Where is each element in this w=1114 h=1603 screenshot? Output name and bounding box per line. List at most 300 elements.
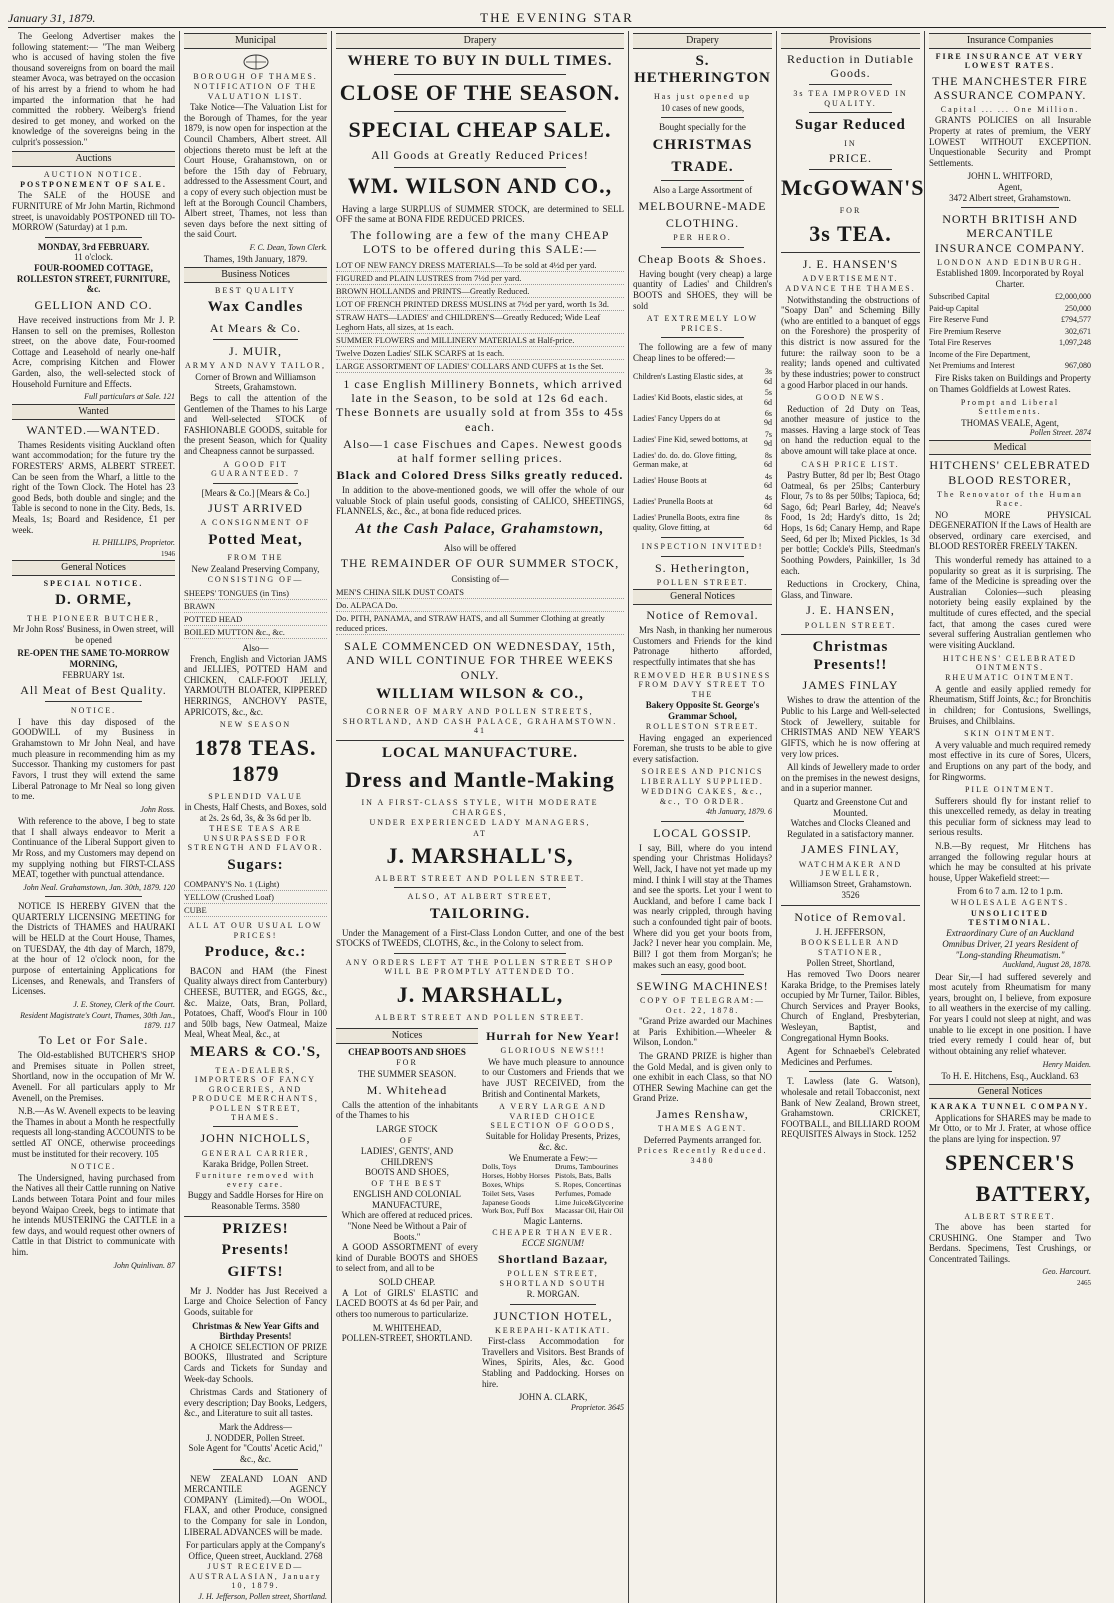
- notice-signature: John Ross.: [140, 804, 175, 814]
- table-row: [633, 366, 772, 387]
- hetherington-heading: S. HETHERINGTON: [634, 52, 771, 87]
- renshaw: James Renshaw,: [656, 1107, 749, 1122]
- trade: TRADE.: [671, 158, 734, 175]
- grand-prize: "Grand Prize awarded our Machines at Paris Exhibition.—Wheeler & Wilson, London.": [633, 1016, 772, 1048]
- oclock: 11 o'clock.: [74, 252, 113, 263]
- good-news: GOOD NEWS.: [815, 393, 886, 403]
- table-cell: Income of the Fire Department,: [929, 349, 1031, 359]
- table-cell: 1,097,248: [1059, 338, 1091, 348]
- remainder: THE REMAINDER OF OUR SUMMER STOCK,: [340, 556, 620, 571]
- geelong-paragraph: The Geelong Advertiser makes the following statement:— "The man Weiberg who is accused of having stolen the five thousand sovereigns from on board the mail steamer Avoca, was betrayed on the occasion of his arrest by a friend to whom he had imparted the information that he had committed the robbery. Weiberg's friend desired to get money, and worked on the knowledge of the sovereigns being in the culprit's possession.": [12, 31, 175, 148]
- table-row: [633, 387, 772, 408]
- table-cell: 8s 6d: [764, 513, 772, 532]
- whitehead-heading: M. Whitehead: [366, 1082, 448, 1097]
- list-item: Do. PITH, PANAMA, and STRAW HATS, and all Summer Clothing at greatly reduced prices.: [336, 612, 624, 635]
- sugars-heading: Sugars:: [227, 856, 284, 873]
- nb-hitchens: N.B.—By request, Mr Hitchens has arranged the following regular hours at which he may be consulted at his private house, Upper Wakefield street:—: [929, 841, 1091, 883]
- wanted-heading: WANTED.—WANTED.: [26, 422, 161, 437]
- tea-improved: 3s TEA IMPROVED IN QUALITY.: [793, 89, 908, 108]
- schnaebel-agent: Agent for Schnaebel's Celebrated Medicines and Perfumes.: [781, 1046, 920, 1067]
- cottage-heading: FOUR-ROOMED COTTAGE, ROLLESTON STREET, FURNITURE, &c.: [16, 263, 171, 295]
- divider: [809, 84, 892, 85]
- clothing: CLOTHING.: [665, 215, 740, 230]
- cash-price-body: Pastry Butter, 8d per lb; Best Otago Oatmeal, 6s per 25lbs; Canterbury Flour, 7s to 8s per 50lbs; Tapioca, 6d; Sago, 6d; Pearl Barley, 4d; Neave's Food, 1s 2d; Hardy's ditto, 1s 2d; Hops, 1s 6d; Canary Hemp, and Rape Seed, 6d per lb; Mixed Pickles, 1s 3d per bottle; Cockle's Pills, Steedman's Soothing Powders, Painkiller, 1s 3d each.: [781, 470, 920, 576]
- per-hero: PER HERO.: [673, 233, 732, 243]
- cheap-lots: [336, 259, 624, 373]
- bottom-notices: [336, 1026, 624, 1414]
- divider: [213, 339, 299, 340]
- pile-ointment: PILE OINTMENT.: [964, 785, 1056, 795]
- muir-address: Corner of Brown and Williamson Streets, Grahamstown.: [195, 371, 316, 393]
- list-item: Drums, Tambourines: [555, 1162, 619, 1172]
- christmas-cards: Christmas Cards and Stationery of every description; Day Books, Ledgers, &c., and Literature to suit all tastes.: [184, 1387, 327, 1419]
- with-reference: With reference to the above, I beg to state that I shall always endeavor to Merit a Continuance of the Liberal Support given to Mr Ross, and my Customers may depend on my supplying nothing but FIRST-CLASS MEAT, together with punctual attendance.: [12, 816, 175, 880]
- list-item: Dolls, Toys: [482, 1162, 517, 1172]
- wax-candles: Wax Candles: [207, 299, 304, 316]
- wilson-address: CORNER OF MARY AND POLLEN STREETS, SHORTLAND, AND CASH PALACE, GRAHAMSTOWN. 41: [342, 707, 618, 736]
- karaka-tunnel: KARAKA TUNNEL COMPANY.: [930, 1102, 1090, 1112]
- list-item: YELLOW (Crushed Loaf): [184, 891, 327, 904]
- general-carrier: GENERAL CARRIER,: [201, 1148, 310, 1158]
- divider: [213, 1469, 299, 1470]
- sugar-reduced: Sugar Reduced: [795, 116, 906, 133]
- rheumatic-ointment: RHEUMATIC OINTMENT.: [945, 673, 1075, 683]
- table-row: [929, 291, 1091, 302]
- hansen-signature: J. E. HANSEN,: [806, 603, 895, 618]
- hurrah-heading: Hurrah for New Year!: [486, 1029, 620, 1044]
- finlay-body: Wishes to draw the attention of the Public to his Large and Well-selected Stock of Jewellery, suitable for CHRISTMAS AND NEW YEAR'S GIFTS, which he is now offering at very low prices.: [781, 695, 920, 759]
- borough-heading: BOROUGH OF THAMES.: [193, 71, 318, 81]
- kerepehi: KEREPAHI-KATIKATI.: [495, 1325, 611, 1335]
- list-item: FIGURED and PLAIN LUSTRES from 7½d per yard.: [336, 272, 624, 285]
- none-need: "None Need be Without a Pair of Boots.": [347, 1221, 467, 1242]
- table-row: [633, 492, 772, 513]
- received-signature: J. H. Jefferson, Pollen street, Shortland.: [198, 1591, 327, 1601]
- english-colonial: ENGLISH AND COLONIAL MANUFACTURE,: [353, 1189, 461, 1210]
- finlay-heading: JAMES FINLAY: [802, 678, 899, 693]
- jewellery-made: All kinds of Jewellery made to order on the premises in the newest designs, and in a superior manner.: [781, 762, 920, 794]
- whitehead-address: POLLEN-STREET, SHORTLAND.: [341, 1333, 473, 1344]
- category-municipal: Municipal: [184, 33, 327, 49]
- ladies-gents: LADIES', GENTS', AND CHILDREN'S: [360, 1145, 454, 1167]
- no-more-degeneration: NO MORE PHYSICAL DEGENERATION If the Laws of Health are observed, ordinary care exercised, and BLOOD RESTORER FREELY TAKEN.: [929, 509, 1091, 552]
- just-arrived: JUST ARRIVED: [208, 501, 303, 516]
- nodder-agent: Sole Agent for "Coutts' Acetic Acid," &c., &c.: [188, 1443, 323, 1464]
- manchester-heading: THE MANCHESTER FIRE ASSURANCE COMPANY.: [932, 73, 1088, 102]
- to-hitchens: To H. E. Hitchens, Esq., Auckland. 63: [941, 1070, 1079, 1081]
- list-item: Toilet Sets, Vases: [482, 1188, 535, 1198]
- whitford-address: 3472 Albert street, Grahamstown.: [949, 192, 1071, 203]
- cheap-boots: CHEAP BOOTS AND SHOES: [348, 1046, 466, 1057]
- dress-mantle-making: Dress and Mantle-Making: [345, 767, 615, 793]
- watches-clocks: Watches and Clocks Cleaned and Regulated in a satisfactory manner.: [787, 818, 914, 839]
- muir-tailor: ARMY AND NAVY TAILOR,: [185, 361, 326, 371]
- bazaar-address: POLLEN STREET, SHORTLAND SOUTH: [499, 1269, 607, 1288]
- divider: [510, 1304, 595, 1305]
- usual-low-prices: ALL AT OUR USUAL LOW PRICES!: [188, 921, 323, 940]
- wedding-cakes: WEDDING CAKES, &c., &c., TO ORDER.: [641, 787, 764, 806]
- all-meat: All Meat of Best Quality.: [20, 683, 167, 698]
- local-gossip: LOCAL GOSSIP.: [653, 825, 752, 840]
- bookseller: BOOKSELLER AND STATIONER,: [801, 938, 900, 957]
- divider: [781, 905, 920, 906]
- divider: [45, 896, 143, 897]
- notice-2-body: The Undersigned, having purchased from the Natives all their Cattle running on Native Lands between Totara Point and four miles beyond Waipao Creek, begs to intimate that he intends MUSTERING the CATTLE in a few days, and would request other owners of Cattle in that District to communicate with him.: [12, 1172, 175, 1257]
- marshalls-address: ALBERT STREET AND POLLEN STREET.: [375, 874, 585, 884]
- extremely-low: AT EXTREMELY LOW PRICES.: [646, 314, 759, 333]
- deferred-payments: Deferred Payments arranged for.: [643, 1134, 762, 1145]
- table-cell: Subscribed Capital: [929, 292, 990, 302]
- table-cell: 3s 6d: [764, 367, 772, 386]
- category-drapery-2: Drapery: [633, 33, 772, 49]
- marshall-address: ALBERT STREET AND POLLEN STREET.: [375, 1012, 585, 1022]
- quartz-greenstone: Quartz and Greenstone Cut and Mounted.: [793, 796, 908, 818]
- jefferson-name: J. H. JEFFERSON,: [815, 926, 886, 937]
- consulting-hours: From 6 to 7 a.m. 12 to 1 p.m.: [957, 886, 1063, 897]
- bazaar-advert: [482, 1026, 624, 1414]
- also-offered: Also will be offered: [443, 542, 517, 553]
- advance-thames: ADVANCE THE THAMES.: [785, 284, 916, 294]
- hansen-address: POLLEN STREET.: [804, 620, 897, 630]
- skin-body: A very valuable and much required remedy most effective in its cure of Sores, Ulcers, and Eruptions on any part of the body, and for Ringworms.: [929, 739, 1091, 782]
- furniture-removed: Furniture removed with every care.: [195, 1170, 316, 1190]
- borough-crest-icon: [240, 52, 272, 70]
- list-item: BROWN HOLLANDS and PRINTS—Greatly Reduced.: [336, 285, 624, 298]
- just-received: JUST RECEIVED— AUSTRALASIAN, January 10, 1879.: [189, 1562, 322, 1591]
- tailoring-body: Under the Management of a First-Class London Cutter, and one of the best STOCKS of TWEEDS, CLOTHS, &c., in the Colony to select from.: [336, 927, 624, 949]
- table-row: [633, 408, 772, 429]
- list-item: Japanese Goods: [482, 1197, 531, 1207]
- divider: [661, 337, 744, 338]
- valuation-signature: F. C. Dean, Town Clerk.: [249, 243, 327, 253]
- gellion-signature: Full particulars at Sale. 121: [84, 392, 175, 402]
- potted-items: [184, 587, 327, 639]
- prizes: PRIZES!: [222, 1220, 289, 1237]
- category-notices: Notices: [336, 1028, 478, 1044]
- enumerate: We Enumerate a Few:—: [508, 1152, 598, 1163]
- new-season: NEW SEASON: [219, 720, 292, 730]
- table-row: [929, 349, 1091, 360]
- mcgowans: McGOWAN'S: [781, 175, 925, 201]
- at: AT: [473, 828, 487, 838]
- whitford-name: JOHN L. WHITFORD,: [967, 171, 1053, 182]
- very-large-choice: A VERY LARGE AND VARIED CHOICE SELECTION OF GOODS,: [490, 1102, 616, 1130]
- magic-lanterns: Magic Lanterns.: [523, 1216, 583, 1227]
- divider: [661, 247, 744, 248]
- renovator: The Renovator of the Human Race.: [937, 489, 1083, 509]
- notice-body: I have this day disposed of the GOODWILL of my Business in Grahamstown to Mr John Neal, and have much pleasure in recommending him as my Successor. Thanking my customers for past Favors, I trust they will extend the same Liberal Patronage to Mr Neal so long given to me.: [12, 716, 175, 802]
- lady-managers: UNDER EXPERIENCED LADY MANAGERS,: [369, 818, 591, 828]
- large-stock: LARGE STOCK: [376, 1123, 438, 1134]
- wonderful-remedy: This wonderful remedy has attained to a popularity so great as it is surprising. The fame of the Medicine is spreading over the Australian Colonies—such pleasing notoriety being easily explained by the multitude of cures effected, and the special fact, that among the cases cured were several suffering Australian gentlemen who were visiting Auckland.: [929, 555, 1091, 650]
- to-let-body: The Old-established BUTCHER'S SHOP and Premises situate in Pollen street, Shortland, now in the occupation of Mr W. Avenell. For all particulars apply to Mr Avenell, on the Premises.: [12, 1050, 175, 1103]
- monday-heading: MONDAY, 3rd FEBRUARY.: [37, 241, 150, 252]
- divider: [661, 180, 744, 181]
- tea-unsurpassed: THESE TEAS ARE UNSURPASSED FOR STRENGTH AND FLAVOR.: [187, 824, 324, 853]
- category-general-notices-2: General Notices: [633, 589, 772, 605]
- hitchens-heading: HITCHENS' CELEBRATED BLOOD RESTORER,: [929, 458, 1091, 487]
- category-drapery: Drapery: [336, 33, 624, 49]
- nz-loan-signature: For particulars apply at the Company's Office, Queen street, Auckland. 2768: [185, 1540, 326, 1561]
- calls-attention: Calls the attention of the inhabitants of the Thames to his: [336, 1099, 478, 1121]
- in-addition: In addition to the above-mentioned goods, we will offer the whole of our valuable Stock of plain useful goods, consisting of CALICO, SHEETINGS, FLANNELS, &c., &c., at bona fide reduced prices.: [336, 485, 624, 517]
- list-item: LOT OF NEW FANCY DRESS MATERIALS—To be sold at 4½d per yard.: [336, 259, 624, 272]
- christmas-presents: Christmas Presents!!: [812, 638, 889, 673]
- fire-insurance: FIRE INSURANCE AT VERY LOWEST RATES.: [935, 51, 1085, 71]
- table-cell: Fire Premium Reserve: [929, 326, 1001, 336]
- list-item: Twelve Dozen Ladies' SILK SCARFS at 1s each.: [336, 347, 624, 360]
- price: PRICE.: [828, 151, 872, 166]
- cash-palace: At the Cash Palace, Grahamstown,: [355, 521, 605, 538]
- issue-date: January 31, 1879.: [8, 10, 96, 25]
- list-item: BOILED MUTTON &c., &c.: [184, 626, 327, 639]
- karaka-bridge: Karaka Bridge, Pollen Street.: [202, 1158, 309, 1169]
- divider: [661, 821, 744, 822]
- fischues: Also—1 case Fischues and Capes. Newest goods at half former selling prices.: [343, 436, 623, 465]
- tea-chests: in Chests, Half Chests, and Boxes, sold at 2s. 2s 6d, 3s, & 3s 6d per lb.: [184, 801, 327, 823]
- grants-policies: GRANTS POLICIES on all Insurable Property at rates of premium, the VERY LOWEST WITHOUT EXCEPTION. Unquestionable Security and Prompt Settlements.: [929, 115, 1091, 168]
- wanted-body: Thames Residents visiting Auckland often want accommodation; for the future try the FORESTERS' ARMS, ALBERT STREET. Can be seen from the Wharf, a little to the right of the Town Clock. The Hotel has 23 good Beds, both double and single; and the Table is second to none in the City. Beds, 1s. Meals, 1s; Board and Residence, £1 per week.: [12, 439, 175, 535]
- dress-silks: Black and Colored Dress Silks greatly reduced.: [336, 468, 624, 483]
- tailoring: TAILORING.: [429, 905, 531, 922]
- removal-body: Mrs Nash, in thanking her numerous Customers and Friends for the kind Patronage hitherto afforded, respectfully intimates that she has: [633, 625, 772, 668]
- harcourt-number: 2465: [1077, 1278, 1091, 1287]
- list-item: POTTED HEAD: [184, 613, 327, 626]
- christmas: CHRISTMAS: [652, 136, 753, 153]
- table-cell: 4s 6d: [764, 471, 772, 491]
- category-wanted: Wanted: [12, 404, 175, 420]
- cheap-boots-shoes: Cheap Boots & Shoes.: [638, 251, 767, 266]
- gellion-body: Have received instructions from Mr J. P. Hansen to sell on the premises, Rolleston street, on the above date, Four-roomed Cottage and Leasehold of nearly one-half Acre, comprising Kitchen and Flower Garden, also, the well-selected stock of Household Furniture and Effects.: [12, 315, 175, 389]
- reduced-prices: Which are offered at reduced prices.: [341, 1210, 473, 1221]
- category-general-notices: General Notices: [12, 560, 175, 576]
- table-row: [633, 471, 772, 492]
- divider: [661, 117, 744, 118]
- table-cell: Fire Reserve Fund: [929, 315, 989, 325]
- clark-proprietor: Proprietor. 3645: [570, 1402, 624, 1412]
- column-1: [8, 31, 180, 1603]
- junction-body: First-class Accommodation for Travellers and Visitors. Best Brands of Wines, Spirits, Ales, &c. Good Stabling and Paddocking. Horses on hire.: [482, 1336, 624, 1389]
- notice-heading: NOTICE.: [70, 706, 117, 716]
- advertisement: ADVERTISEMENT.: [802, 273, 899, 283]
- table-cell: 5s 6d: [764, 388, 772, 407]
- enumerate-list: [482, 1163, 624, 1216]
- list-item: Work Box, Puff Box: [482, 1206, 544, 1216]
- removed-business: REMOVED HER BUSINESS FROM DAVY STREET TO THE: [633, 670, 772, 699]
- nz-loan: NEW ZEALAND LOAN AND MERCANTILE AGENCY COMPANY (Limited).—On WOOL, FLAX, and other Produce, consigned to the Company for sale in London, LIBERAL ADVANCES will be made.: [184, 1473, 327, 1537]
- divider: [213, 483, 299, 484]
- list-item: Horses, Hobby Horses: [482, 1171, 550, 1181]
- capital: Capital ... ... One Million.: [940, 104, 1080, 114]
- surplus-stock: Having a large SURPLUS of SUMMER STOCK, are determined to SELL OFF the same at BONA FIDE REDUCED PRICES.: [336, 203, 624, 225]
- table-row: [633, 450, 772, 471]
- table-cell: Net Premiums and Interest: [929, 361, 1015, 371]
- list-item: LOT OF FRENCH PRINTED DRESS MUSLINS at 7½d per yard, worth 1s 3d.: [336, 298, 624, 311]
- all-goods-reduced: All Goods at Greatly Reduced Prices!: [371, 148, 589, 163]
- pile-body: Sufferers should fly for instant relief to this unexcelled remedy, as delay in treating this peculiar form of sickness may lead to serious results.: [929, 795, 1091, 838]
- licensing-signature: J. E. Stoney, Clerk of the Court.: [73, 999, 175, 1009]
- table-cell: [1048, 349, 1091, 360]
- category-provisions: Provisions: [781, 33, 920, 49]
- rheumatic-body: A gentle and easily applied remedy for Rheumatism, Stiff Joints, &c.; for Bronchitis in children; for Contusions, Swellings, Bruises, and Chilblains.: [929, 683, 1091, 726]
- enumerate-left: [482, 1163, 551, 1216]
- nz-preserving: New Zealand Preserving Company,: [191, 563, 320, 574]
- good-assortment: A GOOD ASSORTMENT of every kind of Durable BOOTS and SHOES to select from, and all to be: [336, 1242, 478, 1274]
- muir-body: Begs to call the attention of the Gentlemen of the Thames to his Large and Well-selected STOCK of FASHIONABLE GOODS, suitable for the present Season, which for Quality and Cheapness cannot be surpassed.: [184, 392, 327, 457]
- foreman: Having engaged an experienced Foreman, she trusts to be able to give every satisfaction.: [633, 732, 772, 764]
- divider: [213, 1126, 299, 1127]
- divider: [781, 634, 920, 635]
- also-assortment: Also a Large Assortment of: [652, 185, 753, 196]
- muir-heading: J. MUIR,: [228, 344, 282, 359]
- telegram: COPY OF TELEGRAM:— Oct. 22, 1878.: [640, 996, 765, 1015]
- postponement-body: The SALE of the HOUSE and FURNITURE of Mr John Martin, Richmond street, is unavoidably POSTPONED till TO-MORROW (Saturday) at 1 p.m.: [12, 190, 175, 233]
- masthead: [8, 6, 1106, 28]
- finlay-address: Williamson Street, Grahamstown. 3526: [789, 879, 912, 901]
- column-5: [777, 31, 925, 1603]
- veale-address: Pollen Street. 2874: [1029, 428, 1091, 438]
- albert-street: ALBERT STREET.: [964, 1211, 1056, 1221]
- column-2: [180, 31, 332, 1603]
- testimonial-body: Dear Sir,—I had suffered severely and most acutely from Rheumatism for many years, brought on, I believe, from exposure to all weathers in the exercise of my calling. For years I could not sleep at night, and was unable to lie except in one position. I have tried every remedy I could hear of, but without obtaining any relief whatever.: [929, 971, 1091, 1056]
- divider: [394, 167, 567, 168]
- table-row: [633, 512, 772, 533]
- table-cell: Ladies' Fancy Uppers do at: [633, 413, 721, 423]
- divider: [394, 953, 567, 954]
- table-cell: Ladies' do. do. do. Glove fitting, German make, at: [633, 450, 737, 470]
- any-orders: ANY ORDERS LEFT AT THE POLLEN STREET SHOP WILL BE PROMPTLY ATTENDED TO.: [345, 957, 615, 977]
- reduction-dutiable: Reduction in Dutiable Goods.: [787, 51, 914, 80]
- table-cell: £794,577: [1061, 315, 1091, 325]
- local-manufacture: LOCAL MANUFACTURE.: [381, 744, 579, 761]
- also-albert: ALSO, AT ALBERT STREET,: [407, 892, 553, 902]
- divider: [961, 207, 1058, 208]
- boots-price-table: [633, 366, 772, 533]
- just-opened: Has just opened up: [653, 92, 752, 102]
- sugar-items: [184, 878, 327, 917]
- glorious-news: GLORIOUS NEWS!!!: [500, 1046, 606, 1056]
- grand-prize-body: The GRAND PRIZE is higher than the Gold Medal, and is given only to one exhibit in each Class, so that NO OTHER Sewing Machine can get the Grand Prize.: [633, 1050, 772, 1104]
- divider: [394, 74, 567, 75]
- table-cell: Ladies' Prunella Boots, extra fine quality, Glove fitting, at: [633, 513, 740, 532]
- rolleston-street: ROLLESTON STREET.: [645, 722, 760, 732]
- column-4: [629, 31, 777, 1603]
- melbourne-made: MELBOURNE-MADE: [638, 198, 767, 213]
- to-let-heading: To Let or For Sale.: [38, 1033, 149, 1048]
- nb-avenell: N.B.—As W. Avenell expects to be leaving the Thames in about a Month he respectfully requests all long-standing ACCOUNTS to be settled AT ONCE, otherwise proceedings must be instituted for their recovery. 105: [12, 1106, 175, 1159]
- buggy-hire: Buggy and Saddle Horses for Hire on Reasonable Terms. 3580: [187, 1190, 324, 1212]
- table-cell: Paid-up Capital: [929, 303, 979, 313]
- where-to-buy: WHERE TO BUY IN DULL TIMES.: [347, 52, 613, 69]
- battery: BATTERY,: [975, 1180, 1091, 1206]
- table-row: [929, 360, 1091, 371]
- gellion-heading: GELLION AND CO.: [34, 297, 153, 312]
- glorious-body: We have much pleasure to announce to our Customers and Friends that we have JUST RECEIVED, from the British and Continental Markets,: [482, 1056, 624, 1099]
- marshalls-heading: J. MARSHALL'S,: [386, 843, 574, 869]
- licensing-notice: NOTICE IS HEREBY GIVEN that the QUARTERLY LICENSING MEETING for the Districts of THAMES and HAURAKI will be HELD at the Court House, Thames, on TUESDAY, the 4th day of March, 1879, at the hour of 12 o'clock noon, for the purpose of entertaining Applications for Licenses, and Renewals, and Transfers of Licenses.: [12, 901, 175, 997]
- table-cell: Ladies' Kid Boots, elastic sides, at: [633, 392, 743, 402]
- prompt-settlements: Prompt and Liberal Settlements.: [960, 397, 1060, 417]
- table-cell: 302,671: [1065, 326, 1091, 336]
- from-the: FROM THE: [227, 553, 284, 563]
- extraordinary-cure: Extraordinary Cure of an Auckland Omnibus Driver, 21 years Resident of "Long-standing Rheumatism.": [942, 928, 1078, 960]
- list-item: S. Ropes, Concertinas: [555, 1179, 622, 1189]
- best-quality: BEST QUALITY: [215, 285, 296, 295]
- whitford-agent: Agent,: [997, 182, 1023, 193]
- category-auctions: Auctions: [12, 151, 175, 167]
- london-edinburgh: LONDON AND EDINBURGH.: [937, 257, 1083, 267]
- feb-1: FEBRUARY 1st.: [62, 669, 125, 680]
- nodder-body: Mr J. Nodder has Just Received a Large and Choice Selection of Fancy Goods, suitable for: [184, 1285, 327, 1317]
- presents: Presents!: [221, 1242, 290, 1259]
- list-item: BRAWN: [184, 600, 327, 613]
- at-mears: At Mears & Co.: [209, 321, 302, 335]
- jefferson-address: Pollen Street, Shortland,: [806, 958, 895, 969]
- finlay-signature: JAMES FINLAY,: [801, 842, 900, 857]
- also: Also—: [242, 642, 269, 653]
- auckland-date: Auckland, August 28, 1878.: [1002, 960, 1091, 970]
- first-class-style: IN A FIRST-CLASS STYLE, WITH MODERATE CHARGES,: [361, 798, 599, 817]
- list-item: Boxes, Whips: [482, 1179, 524, 1189]
- sold-cheap: SOLD CHEAP.: [378, 1277, 436, 1288]
- removal-heading: Notice of Removal.: [646, 608, 759, 623]
- wedding-date: 4th January, 1879. 6: [706, 807, 772, 817]
- column-6: [925, 31, 1095, 1603]
- girls-boots: A Lot of GIRLS' ELASTIC and LACED BOOTS at 4s 6d per Pair, and others too numerous to particularize.: [336, 1287, 478, 1319]
- table-row: [929, 303, 1091, 314]
- valuation-date: Thames, 19th January, 1879.: [203, 254, 308, 265]
- list-item: MEN'S CHINA SILK DUST COATS: [336, 586, 624, 599]
- list-item: Perfumes, Pomade: [555, 1188, 612, 1198]
- fire-risks: Fire Risks taken on Buildings and Property on Thames Goldfields at Lowest Rates.: [929, 373, 1091, 395]
- whitehead-advert: [336, 1026, 478, 1414]
- divider: [336, 740, 624, 741]
- divider: [809, 1071, 892, 1072]
- notice-2-heading: NOTICE.: [70, 1162, 117, 1172]
- list-item: LARGE ASSORTMENT OF LADIES' COLLARS AND CUFFS at 1s the Set.: [336, 360, 624, 373]
- of: OF: [399, 1135, 415, 1145]
- shortland-bazaar: Shortland Bazaar,: [498, 1251, 608, 1266]
- summer-season: THE SUMMER SEASON.: [357, 1068, 457, 1079]
- whitehead-signature: M. WHITEHEAD,: [372, 1322, 442, 1333]
- hitchens-ointments: HITCHENS' CELEBRATED OINTMENTS.: [942, 653, 1078, 672]
- bakery: Bakery Opposite St. George's Grammar School,: [645, 699, 760, 721]
- divider: [394, 111, 567, 112]
- produce-heading: Produce, &c.:: [204, 944, 307, 961]
- r-morgan: R. MORGAN.: [526, 1289, 580, 1299]
- table-row: [929, 326, 1091, 337]
- mears-tags: [Mears & Co.] [Mears & Co.]: [201, 487, 310, 498]
- cheap-boots-body: Having bought (very cheap) a large quantity of Ladies' and Children's BOOTS and SHOES, they will be sold: [633, 268, 772, 311]
- summer-items: [336, 586, 624, 635]
- gossip-body: I say, Bill, where do you intend spending your Christmas Holidays? Well, Jack, I have not yet made up my mind. I think I will stay at the Thames and see the sports. Let your I went to Auckland, and before I came back I was nearly crippled, through having such a confounded tight pair of boots. Where did you get your boots from, Jack? I never hear you complain. Me, Bill? I got them from Morgan's; he makes such an easy, good boot.: [633, 842, 772, 970]
- table-cell: Ladies' Prunella Boots at: [633, 497, 713, 507]
- bought-specially: Bought specially for the: [659, 122, 746, 133]
- divider: [184, 1216, 327, 1217]
- mark-address: Mark the Address—: [219, 1422, 292, 1433]
- orme-body: Mr John Ross' Business, in Owen street, will be opened: [12, 624, 175, 645]
- divider: [661, 974, 744, 975]
- splendid-value: SPLENDID VALUE: [208, 791, 303, 801]
- category-medical: Medical: [929, 440, 1091, 456]
- table-cell: 8s 6d: [764, 450, 772, 470]
- wilson-heading: WM. WILSON AND CO.,: [347, 172, 613, 198]
- list-item: STRAW HATS—LADIES' and CHILDREN'S—Greatly Reduced; Wide Leaf Leghorn Hats, all sizes, at 1s each.: [336, 311, 624, 334]
- table-row: [929, 337, 1091, 348]
- table-row: [929, 314, 1091, 325]
- ecce-signum: ECCE SIGNUM!: [521, 1238, 585, 1249]
- special-notice: SPECIAL NOTICE.: [43, 578, 144, 588]
